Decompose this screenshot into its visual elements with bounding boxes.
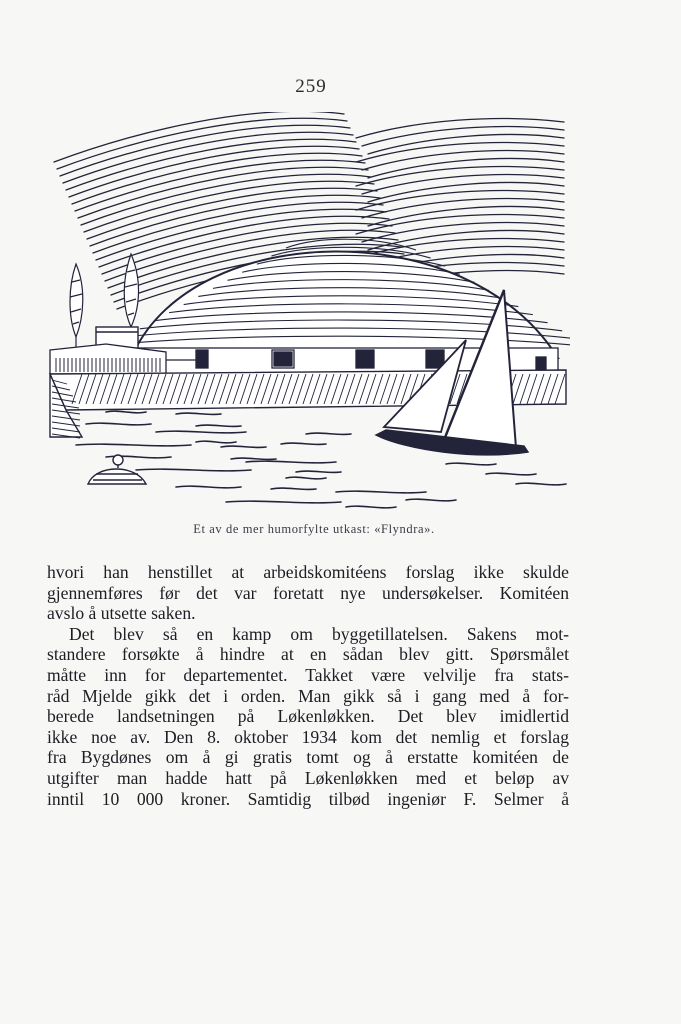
page-number: 259 bbox=[295, 76, 327, 97]
left-tree bbox=[70, 264, 83, 348]
text-line: standere forsøkte å hindre at en sådan blev gitt. Spørsmålet bbox=[47, 644, 569, 665]
text-line: inntil 10 000 kroner. Samtidig tilbød ingeniør F. Selmer å bbox=[47, 788, 569, 809]
body-text bbox=[47, 562, 569, 809]
text-line: råd Mjelde gikk det i orden. Man gikk så i gang med å for- bbox=[47, 685, 569, 706]
text-line: måtte inn for departementet. Takket være velvilje fra stats- bbox=[47, 664, 569, 685]
text-line: fra Bygdønes om å gi gratis tomt og å erstatte komitéen de bbox=[47, 747, 569, 768]
figure-caption: Et av de mer humorfylte utkast: «Flyndra». bbox=[193, 522, 435, 536]
flyndra-illustration bbox=[46, 112, 570, 512]
text-line: Det blev så en kamp om byggetillatelsen. Sakens mot- bbox=[69, 623, 569, 644]
text-line: ikke noe av. Den 8. oktober 1934 kom det nemlig et forslag bbox=[47, 726, 569, 747]
text-line: utgifter man hadde hatt på Løkenløkken med et beløp av bbox=[47, 767, 569, 788]
text-line: avslo å utsette saken. bbox=[47, 603, 196, 624]
text-line: berede landsetningen på Løkenløkken. Det blev imidlertid bbox=[47, 706, 569, 727]
text-line: gjennemføres før det var foretatt nye undersøkelser. Komitéen bbox=[47, 582, 569, 603]
text-line: hvori han henstillet at arbeidskomitéens forslag ikke skulde bbox=[47, 562, 569, 582]
